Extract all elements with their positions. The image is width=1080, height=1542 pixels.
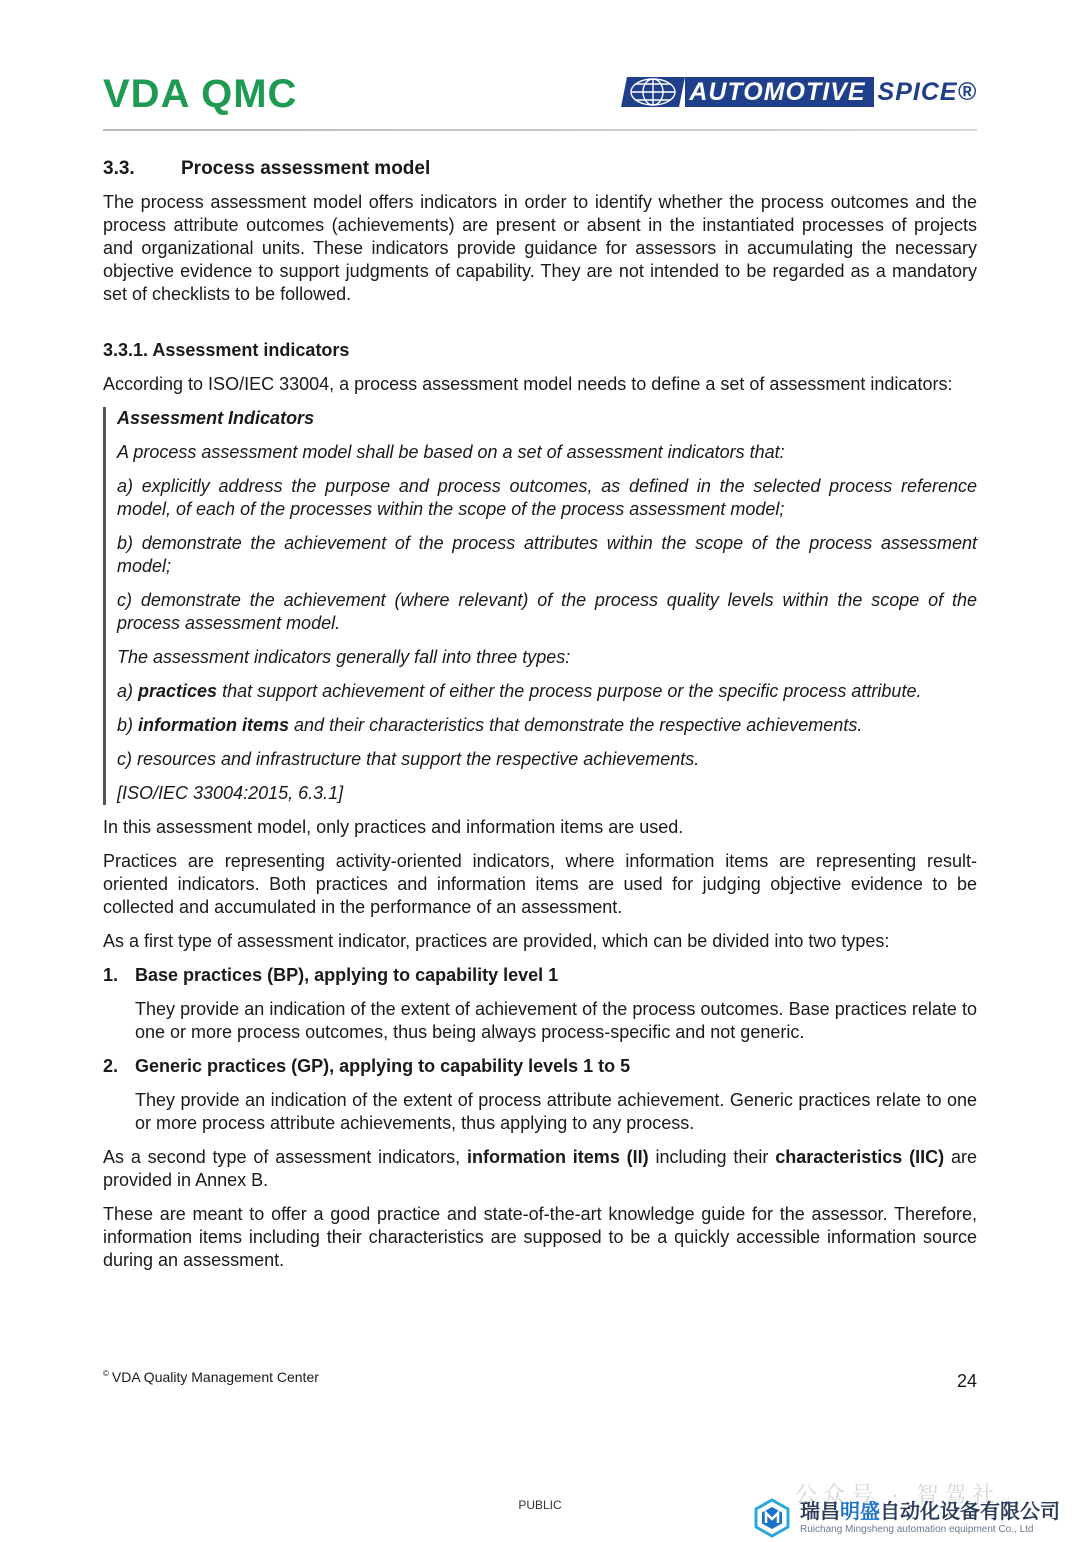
list-item-title — [103, 1055, 977, 1078]
p4-text-start: As a second type of assessment indicators, — [103, 1147, 467, 1167]
quote-type-b-text: and their characteristics that demonstrate the respective achievements. — [289, 715, 863, 735]
header-divider — [103, 129, 977, 131]
page-number: 24 — [956, 1371, 977, 1391]
company-name-part: 瑞昌 — [800, 1500, 840, 1523]
section-number: 3.3. — [103, 158, 135, 179]
section-heading — [103, 157, 977, 180]
automotive-spice-logo — [621, 76, 977, 108]
quote-type-b — [117, 714, 977, 737]
subsection-intro: According to ISO/IEC 33004, a process assessment model needs to define a set of assessment indicators: — [103, 374, 953, 394]
list-item-text: They provide an indication of the extent of process attribute achievement. Generic practices relate to one or more process attribute achievements, thus applying to any process. — [135, 1090, 977, 1133]
quote-type-a-term: practices — [138, 681, 218, 701]
body-paragraph-1: In this assessment model, only practices and information items are used. — [103, 817, 684, 837]
body-paragraph-5: These are meant to offer a good practice and state-of-the-art knowledge guide for the assessor. Therefore, information items including their characteristics are supposed to be a quickly accessible information source during an assessment. — [103, 1204, 977, 1270]
quote-types-lead: The assessment indicators generally fall into three types: — [117, 647, 571, 667]
list-item-text: They provide an indication of the extent of achievement of the process outcomes. Base practices relate to one or more process outcomes, thus being always process-specific and not generic. — [135, 999, 977, 1042]
spice-logo-bar: AUTOMOTIVE — [685, 77, 873, 107]
list-item-title — [103, 964, 977, 987]
body-paragraph-4 — [103, 1146, 977, 1192]
p4-term-iic: characteristics (IIC) — [775, 1147, 945, 1167]
quote-type-b-prefix: b) — [117, 715, 139, 735]
quote-lead: A process assessment model shall be based on a set of assessment indicators that: — [117, 442, 785, 462]
company-watermark — [752, 1496, 1060, 1540]
section-intro: The process assessment model offers indicators in order to identify whether the process outcomes and the process attribute outcomes (achievements) are present or absent in the instantiated processes of projects and organizational units. These indicators provide guidance for assessors in accumulating the necessary objective evidence to support judgments of capability. They are not intended to be regarded as a mandatory set of checklists to be followed. — [103, 192, 977, 304]
company-name-part: 自动化设备有限公司 — [880, 1500, 1060, 1523]
iso-quote-block — [103, 407, 977, 805]
classification-label: PUBLIC — [518, 1498, 562, 1512]
list-item-heading: Base practices (BP), applying to capability level 1 — [135, 965, 559, 985]
quote-type-c: c) resources and infrastructure that support the respective achievements. — [117, 749, 700, 769]
page-content — [103, 157, 977, 1283]
body-paragraph-2: Practices are representing activity-oriented indicators, where information items are representing result-oriented indicators. Both practices and information items are used for judging objective evidence to be collected and accumulated in the performance of an assessment. — [103, 851, 977, 917]
p4-text-end: are provided in Annex B. — [103, 1147, 977, 1190]
section-title: Process assessment model — [181, 158, 431, 179]
copyright-symbol: © — [103, 1369, 109, 1378]
page-header — [103, 70, 977, 132]
spice-logo-text: SPICE® — [877, 77, 977, 106]
quote-title: Assessment Indicators — [117, 408, 315, 428]
list-item-heading: Generic practices (GP), applying to capability levels 1 to 5 — [135, 1056, 631, 1076]
quote-type-b-term: information items — [138, 715, 290, 735]
faint-watermark-text: 公众号 · 智驾社 — [795, 1482, 1001, 1507]
quote-type-a — [117, 680, 977, 703]
vda-qmc-logo: VDA QMC — [103, 72, 298, 116]
company-name-highlight: 明盛 — [840, 1500, 880, 1523]
list-item-number: 1. — [103, 965, 119, 985]
quote-type-a-prefix: a) — [117, 681, 139, 701]
p4-text-mid: including their — [648, 1147, 776, 1167]
quote-item-b: b) demonstrate the achievement of the process attributes within the scope of the process assessment model; — [117, 533, 977, 576]
quote-item-a: a) explicitly address the purpose and process outcomes, as defined in the selected process reference model, of each of the processes within the scope of the process assessment model; — [117, 476, 977, 519]
subsection-heading: 3.3.1. Assessment indicators — [103, 340, 350, 360]
globe-grid-icon — [621, 77, 685, 107]
quote-citation: [ISO/IEC 33004:2015, 6.3.1] — [117, 783, 344, 803]
company-hexagon-logo-icon — [752, 1498, 792, 1538]
copyright-text: VDA Quality Management Center — [111, 1369, 319, 1385]
body-paragraph-3: As a first type of assessment indicator, practices are provided, which can be divided into two types: — [103, 931, 890, 951]
footer-copyright — [103, 1369, 319, 1385]
quote-item-c: c) demonstrate the achievement (where relevant) of the process quality levels within the scope of the process assessment model. — [117, 590, 977, 633]
quote-type-a-text: that support achievement of either the process purpose or the specific process attribute. — [217, 681, 922, 701]
list-item-number: 2. — [103, 1056, 119, 1076]
p4-term-ii: information items (II) — [466, 1147, 649, 1167]
company-name-en: Ruichang Mingsheng automation equipment Co., Ltd — [800, 1523, 1034, 1535]
company-name-cn — [800, 1502, 1060, 1522]
